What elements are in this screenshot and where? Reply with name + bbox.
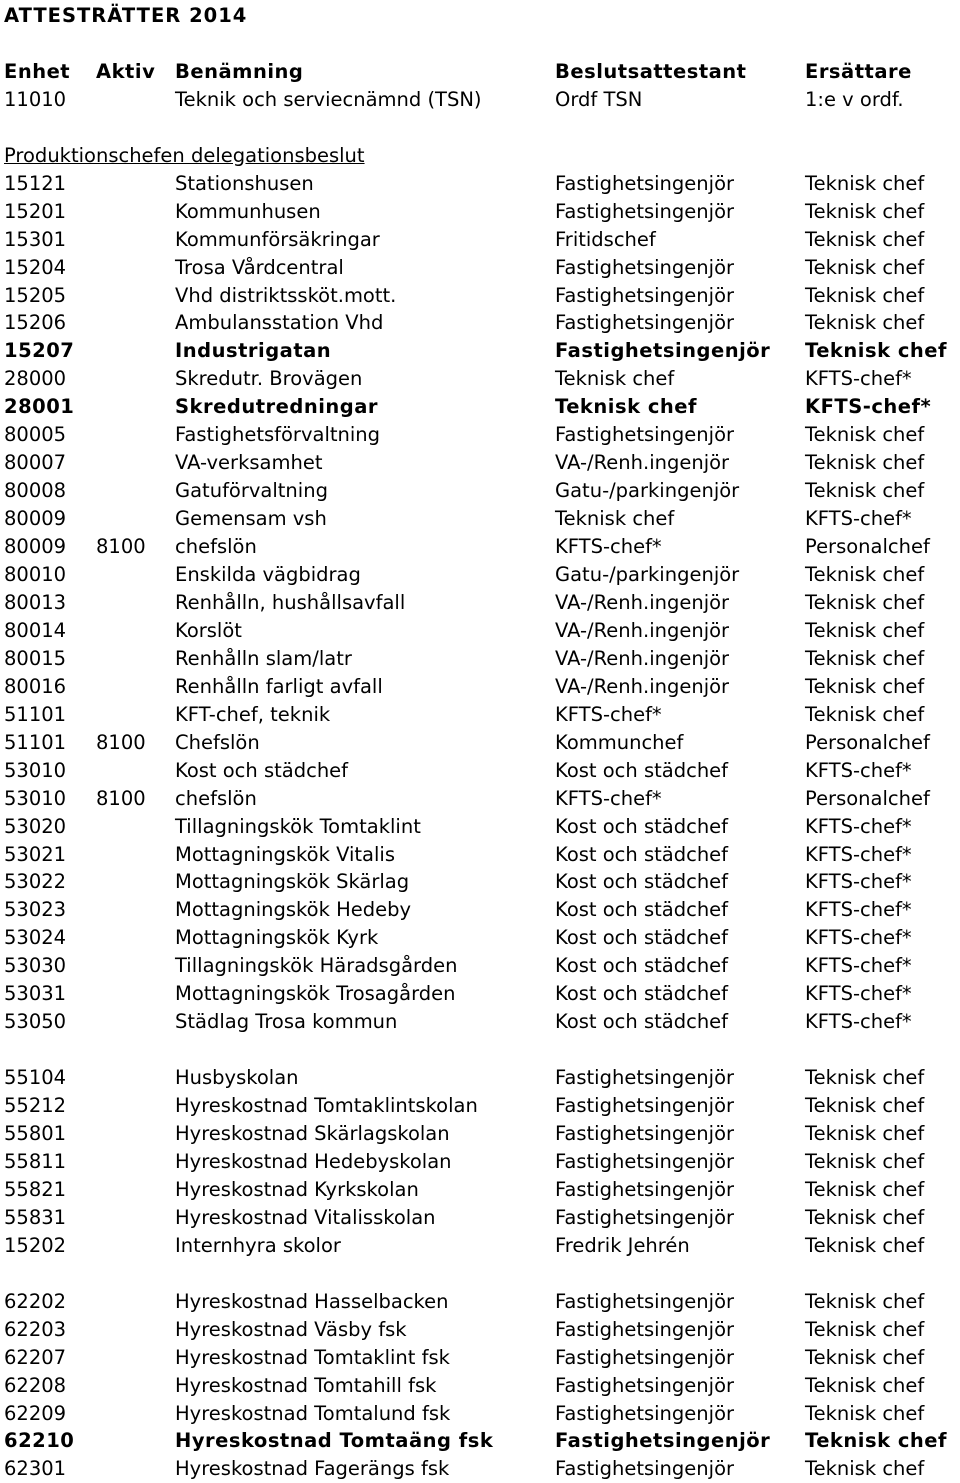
unit-cell: 55104 <box>4 1066 67 1090</box>
deputy-cell: KFTS-chef* <box>805 1010 912 1034</box>
deputy-cell: Teknisk chef <box>805 674 925 698</box>
table-row <box>4 1400 960 1428</box>
name-cell: Hyreskostnad Hedebyskolan <box>175 1149 452 1173</box>
table-row <box>4 1148 960 1176</box>
deputy-cell: Teknisk chef <box>805 646 925 670</box>
unit-cell: 55821 <box>4 1177 67 1201</box>
name-cell: Stationshusen <box>175 171 314 195</box>
name-cell: Korslöt <box>175 618 242 642</box>
approver-cell: Fastighetsingenjör <box>555 199 735 223</box>
approver-cell: Ordf TSN <box>555 87 643 111</box>
name-cell: Gemensam vsh <box>175 507 327 531</box>
deputy-cell: Teknisk chef <box>805 227 925 251</box>
deputy-cell: Personalchef <box>805 535 930 559</box>
table-row <box>4 729 960 757</box>
table-row <box>4 421 960 449</box>
approver-cell: KFTS-chef* <box>555 702 662 726</box>
deputy-cell: KFTS-chef* <box>805 926 912 950</box>
deputy-cell: Teknisk chef <box>805 1094 925 1118</box>
table-row <box>4 477 960 505</box>
table-row <box>4 952 960 980</box>
approver-cell: Fredrik Jehrén <box>555 1233 690 1257</box>
deputy-cell: Teknisk chef <box>805 1066 925 1090</box>
deputy-cell: Teknisk chef <box>805 199 925 223</box>
name-cell: Skredutredningar <box>175 395 378 419</box>
unit-cell: 62203 <box>4 1317 67 1341</box>
name-cell: Chefslön <box>175 730 260 754</box>
name-cell: Kost och städchef <box>175 758 349 782</box>
deputy-cell: Teknisk chef <box>805 563 925 586</box>
name-cell: Industrigatan <box>175 339 332 363</box>
unit-cell: 62208 <box>4 1373 67 1397</box>
table-row <box>4 757 960 785</box>
unit-cell: 53024 <box>4 926 67 950</box>
table-row <box>4 1344 960 1372</box>
approver-cell: Fastighetsingenjör <box>555 1345 735 1369</box>
table-row <box>4 393 960 421</box>
deputy-cell: KFTS-chef* <box>805 758 912 782</box>
name-cell: KFT-chef, teknik <box>175 702 331 726</box>
approver-cell: Fastighetsingenjör <box>555 1177 735 1201</box>
name-cell: Mottagningskök Trosagården <box>175 982 456 1006</box>
table-row <box>4 980 960 1008</box>
table-row <box>4 1092 960 1120</box>
deputy-cell: Teknisk chef <box>805 283 925 307</box>
deputy-cell: Teknisk chef <box>805 1205 925 1229</box>
approver-cell: Kost och städchef <box>555 926 729 950</box>
approver-cell: KFTS-chef* <box>555 786 662 810</box>
section-heading: Produktionschefen delegationsbeslut <box>4 143 365 167</box>
unit-cell: 53021 <box>4 842 67 866</box>
deputy-cell: Teknisk chef <box>805 618 925 642</box>
unit-cell: 80007 <box>4 451 67 475</box>
approver-cell: Fastighetsingenjör <box>555 255 735 279</box>
name-cell: Hyreskostnad Tomtaäng fsk <box>175 1429 494 1453</box>
deputy-cell: KFTS-chef* <box>805 395 932 419</box>
unit-cell: 53020 <box>4 814 67 838</box>
approver-cell: Kost och städchef <box>555 898 729 922</box>
deputy-cell: Teknisk chef <box>805 255 925 279</box>
table-row <box>4 868 960 896</box>
approver-cell: Kost och städchef <box>555 842 729 866</box>
approver-cell: Gatu-/parkingenjör <box>555 563 740 586</box>
table-row <box>4 589 960 617</box>
document-title: ATTESTRÄTTER 2014 <box>4 4 248 27</box>
name-cell: Renhålln farligt avfall <box>175 674 383 698</box>
name-cell: Hyreskostnad Fagerängs fsk <box>175 1457 450 1481</box>
unit-cell: 80015 <box>4 646 67 670</box>
approver-cell: Fastighetsingenjör <box>555 283 735 307</box>
active-cell: 8100 <box>96 730 146 754</box>
approver-cell: Kost och städchef <box>555 1010 729 1034</box>
name-cell: VA-verksamhet <box>175 451 323 475</box>
table-row <box>4 673 960 701</box>
name-cell: Hyreskostnad Tomtaklintskolan <box>175 1094 478 1118</box>
approver-cell: Teknisk chef <box>555 367 675 391</box>
table-row <box>4 1120 960 1148</box>
active-cell: 8100 <box>96 786 146 810</box>
deputy-cell: KFTS-chef* <box>805 507 912 531</box>
approver-cell: VA-/Renh.ingenjör <box>555 618 730 642</box>
name-cell: Hyreskostnad Kyrkskolan <box>175 1177 419 1201</box>
approver-cell: KFTS-chef* <box>555 535 662 559</box>
table-row <box>4 645 960 673</box>
table-row <box>4 701 960 729</box>
table-row <box>4 1204 960 1232</box>
name-cell: Internhyra skolor <box>175 1233 341 1257</box>
deputy-cell: Teknisk chef <box>805 1345 925 1369</box>
deputy-cell: Teknisk chef <box>805 590 925 614</box>
unit-cell: 80009 <box>4 535 67 559</box>
approver-cell: VA-/Renh.ingenjör <box>555 646 730 670</box>
unit-cell: 15201 <box>4 199 67 223</box>
table-row <box>4 1176 960 1204</box>
deputy-cell: Teknisk chef <box>805 1429 947 1453</box>
unit-cell: 80009 <box>4 507 67 531</box>
table-row <box>4 813 960 841</box>
deputy-cell: Teknisk chef <box>805 339 947 363</box>
unit-cell: 51101 <box>4 702 67 726</box>
table-row <box>4 449 960 477</box>
approver-cell: Fastighetsingenjör <box>555 1205 735 1229</box>
table-row <box>4 1008 960 1036</box>
approver-cell: VA-/Renh.ingenjör <box>555 674 730 698</box>
header-unit: Enhet <box>4 60 71 83</box>
table-row <box>4 170 960 198</box>
unit-cell: 80010 <box>4 563 67 586</box>
deputy-cell: Teknisk chef <box>805 1122 925 1145</box>
table-row <box>4 309 960 337</box>
approver-cell: Kost och städchef <box>555 870 729 894</box>
name-cell: Vhd distriktssköt.mott. <box>175 283 397 307</box>
table-row <box>4 1232 960 1260</box>
unit-cell: 55811 <box>4 1149 67 1173</box>
name-cell: Mottagningskök Vitalis <box>175 842 395 866</box>
table-row <box>4 533 960 561</box>
unit-cell: 15207 <box>4 339 75 363</box>
table-row <box>4 254 960 282</box>
deputy-cell: Teknisk chef <box>805 451 925 475</box>
table-row <box>4 841 960 869</box>
unit-cell: 80013 <box>4 590 67 614</box>
table-row <box>4 1455 960 1483</box>
approver-cell: Kost och städchef <box>555 814 729 838</box>
unit-cell: 55831 <box>4 1205 67 1229</box>
deputy-cell: Teknisk chef <box>805 1233 925 1257</box>
name-cell: chefslön <box>175 535 257 559</box>
unit-cell: 62207 <box>4 1345 67 1369</box>
name-cell: Hyreskostnad Tomtalund fsk <box>175 1401 451 1425</box>
header-deputy: Ersättare <box>805 60 912 83</box>
deputy-cell: Teknisk chef <box>805 1289 925 1313</box>
table-row <box>4 505 960 533</box>
approver-cell: Kommunchef <box>555 730 684 754</box>
deputy-cell: Teknisk chef <box>805 479 925 503</box>
table-row <box>4 896 960 924</box>
deputy-cell: KFTS-chef* <box>805 982 912 1006</box>
deputy-cell: Teknisk chef <box>805 702 925 726</box>
unit-cell: 51101 <box>4 730 67 754</box>
table-row <box>4 924 960 952</box>
table-row <box>4 337 960 365</box>
name-cell: Tillagningskök Tomtaklint <box>175 814 421 838</box>
deputy-cell: Teknisk chef <box>805 1149 925 1173</box>
unit-cell: 80005 <box>4 423 67 447</box>
approver-cell: Fastighetsingenjör <box>555 1317 735 1341</box>
approver-cell: Fastighetsingenjör <box>555 1401 735 1425</box>
approver-cell: Fastighetsingenjör <box>555 1373 735 1397</box>
approver-cell: Fastighetsingenjör <box>555 311 735 335</box>
deputy-cell: KFTS-chef* <box>805 842 912 866</box>
name-cell: Teknik och serviecnämnd (TSN) <box>175 87 482 111</box>
name-cell: Hyreskostnad Skärlagskolan <box>175 1122 450 1145</box>
approver-cell: Fastighetsingenjör <box>555 1289 735 1313</box>
unit-cell: 62210 <box>4 1429 75 1453</box>
unit-cell: 53030 <box>4 954 67 978</box>
deputy-cell: 1:e v ordf. <box>805 87 904 111</box>
deputy-cell: Personalchef <box>805 730 930 754</box>
deputy-cell: KFTS-chef* <box>805 870 912 894</box>
unit-cell: 15205 <box>4 283 67 307</box>
approver-cell: Gatu-/parkingenjör <box>555 479 740 503</box>
deputy-cell: Teknisk chef <box>805 1373 925 1397</box>
table-row <box>4 561 960 589</box>
approver-cell: Kost och städchef <box>555 982 729 1006</box>
name-cell: Renhålln, hushållsavfall <box>175 590 406 614</box>
unit-cell: 15204 <box>4 255 67 279</box>
approver-cell: VA-/Renh.ingenjör <box>555 451 730 475</box>
unit-cell: 28001 <box>4 395 75 419</box>
name-cell: Husbyskolan <box>175 1066 299 1090</box>
table-header <box>4 58 960 86</box>
approver-cell: Fastighetsingenjör <box>555 339 771 363</box>
name-cell: chefslön <box>175 786 257 810</box>
name-cell: Ambulansstation Vhd <box>175 311 384 335</box>
name-cell: Mottagningskök Skärlag <box>175 870 410 894</box>
deputy-cell: Teknisk chef <box>805 171 925 195</box>
deputy-cell: Teknisk chef <box>805 1177 925 1201</box>
name-cell: Kommunhusen <box>175 199 321 223</box>
name-cell: Kommunförsäkringar <box>175 227 380 251</box>
approver-cell: Fastighetsingenjör <box>555 1457 735 1481</box>
name-cell: Gatuförvaltning <box>175 479 328 503</box>
name-cell: Hyreskostnad Väsby fsk <box>175 1317 407 1341</box>
unit-cell: 80016 <box>4 674 67 698</box>
deputy-cell: KFTS-chef* <box>805 954 912 978</box>
approver-cell: Fastighetsingenjör <box>555 423 735 447</box>
table-row <box>4 1288 960 1316</box>
approver-cell: Fastighetsingenjör <box>555 1122 735 1145</box>
approver-cell: Fastighetsingenjör <box>555 1094 735 1118</box>
table-row <box>4 1427 960 1455</box>
approver-cell: Teknisk chef <box>555 395 697 419</box>
deputy-cell: Teknisk chef <box>805 1401 925 1425</box>
unit-cell: 28000 <box>4 367 67 391</box>
deputy-cell: Teknisk chef <box>805 311 925 335</box>
name-cell: Mottagningskök Kyrk <box>175 926 379 950</box>
deputy-cell: Personalchef <box>805 786 930 810</box>
name-cell: Fastighetsförvaltning <box>175 423 381 447</box>
unit-cell: 62301 <box>4 1457 67 1481</box>
table-row <box>4 785 960 813</box>
table-row <box>4 1372 960 1400</box>
table-row <box>4 365 960 393</box>
unit-cell: 80014 <box>4 618 67 642</box>
table-row <box>4 198 960 226</box>
unit-cell: 15206 <box>4 311 67 335</box>
unit-cell: 15301 <box>4 227 67 251</box>
approver-cell: Fritidschef <box>555 227 656 251</box>
name-cell: Tillagningskök Häradsgården <box>175 954 458 978</box>
name-cell: Trosa Vårdcentral <box>175 255 344 279</box>
name-cell: Hyreskostnad Tomtahill fsk <box>175 1373 437 1397</box>
name-cell: Skredutr. Brovägen <box>175 367 363 391</box>
table-row <box>4 226 960 254</box>
approver-cell: Kost och städchef <box>555 954 729 978</box>
unit-cell: 53022 <box>4 870 67 894</box>
approver-cell: Kost och städchef <box>555 758 729 782</box>
unit-cell: 53050 <box>4 1010 67 1034</box>
name-cell: Städlag Trosa kommun <box>175 1010 398 1034</box>
deputy-cell: KFTS-chef* <box>805 814 912 838</box>
unit-cell: 53031 <box>4 982 67 1006</box>
name-cell: Hyreskostnad Hasselbacken <box>175 1289 449 1313</box>
unit-cell: 15121 <box>4 171 67 195</box>
deputy-cell: Teknisk chef <box>805 423 925 447</box>
unit-cell: 53023 <box>4 898 67 922</box>
name-cell: Hyreskostnad Tomtaklint fsk <box>175 1345 450 1369</box>
unit-cell: 11010 <box>4 87 67 111</box>
table-row <box>4 282 960 310</box>
table-row <box>4 86 960 114</box>
name-cell: Enskilda vägbidrag <box>175 563 361 586</box>
approver-cell: VA-/Renh.ingenjör <box>555 590 730 614</box>
approver-cell: Fastighetsingenjör <box>555 171 735 195</box>
unit-cell: 15202 <box>4 1233 67 1257</box>
approver-cell: Fastighetsingenjör <box>555 1066 735 1090</box>
active-cell: 8100 <box>96 535 146 559</box>
approver-cell: Teknisk chef <box>555 507 675 531</box>
header-name: Benämning <box>175 60 304 83</box>
unit-cell: 55801 <box>4 1122 67 1145</box>
header-active: Aktiv <box>96 60 156 83</box>
unit-cell: 62209 <box>4 1401 67 1425</box>
deputy-cell: KFTS-chef* <box>805 898 912 922</box>
deputy-cell: KFTS-chef* <box>805 367 912 391</box>
unit-cell: 53010 <box>4 786 67 810</box>
table-row <box>4 1064 960 1092</box>
deputy-cell: Teknisk chef <box>805 1317 925 1341</box>
name-cell: Renhålln slam/latr <box>175 646 352 670</box>
unit-cell: 53010 <box>4 758 67 782</box>
unit-cell: 55212 <box>4 1094 67 1118</box>
approver-cell: Fastighetsingenjör <box>555 1429 771 1453</box>
approver-cell: Fastighetsingenjör <box>555 1149 735 1173</box>
table-row <box>4 617 960 645</box>
name-cell: Hyreskostnad Vitalisskolan <box>175 1205 436 1229</box>
name-cell: Mottagningskök Hedeby <box>175 898 412 922</box>
unit-cell: 80008 <box>4 479 67 503</box>
unit-cell: 62202 <box>4 1289 67 1313</box>
header-approver: Beslutsattestant <box>555 60 747 83</box>
table-row <box>4 1316 960 1344</box>
deputy-cell: Teknisk chef <box>805 1457 925 1481</box>
